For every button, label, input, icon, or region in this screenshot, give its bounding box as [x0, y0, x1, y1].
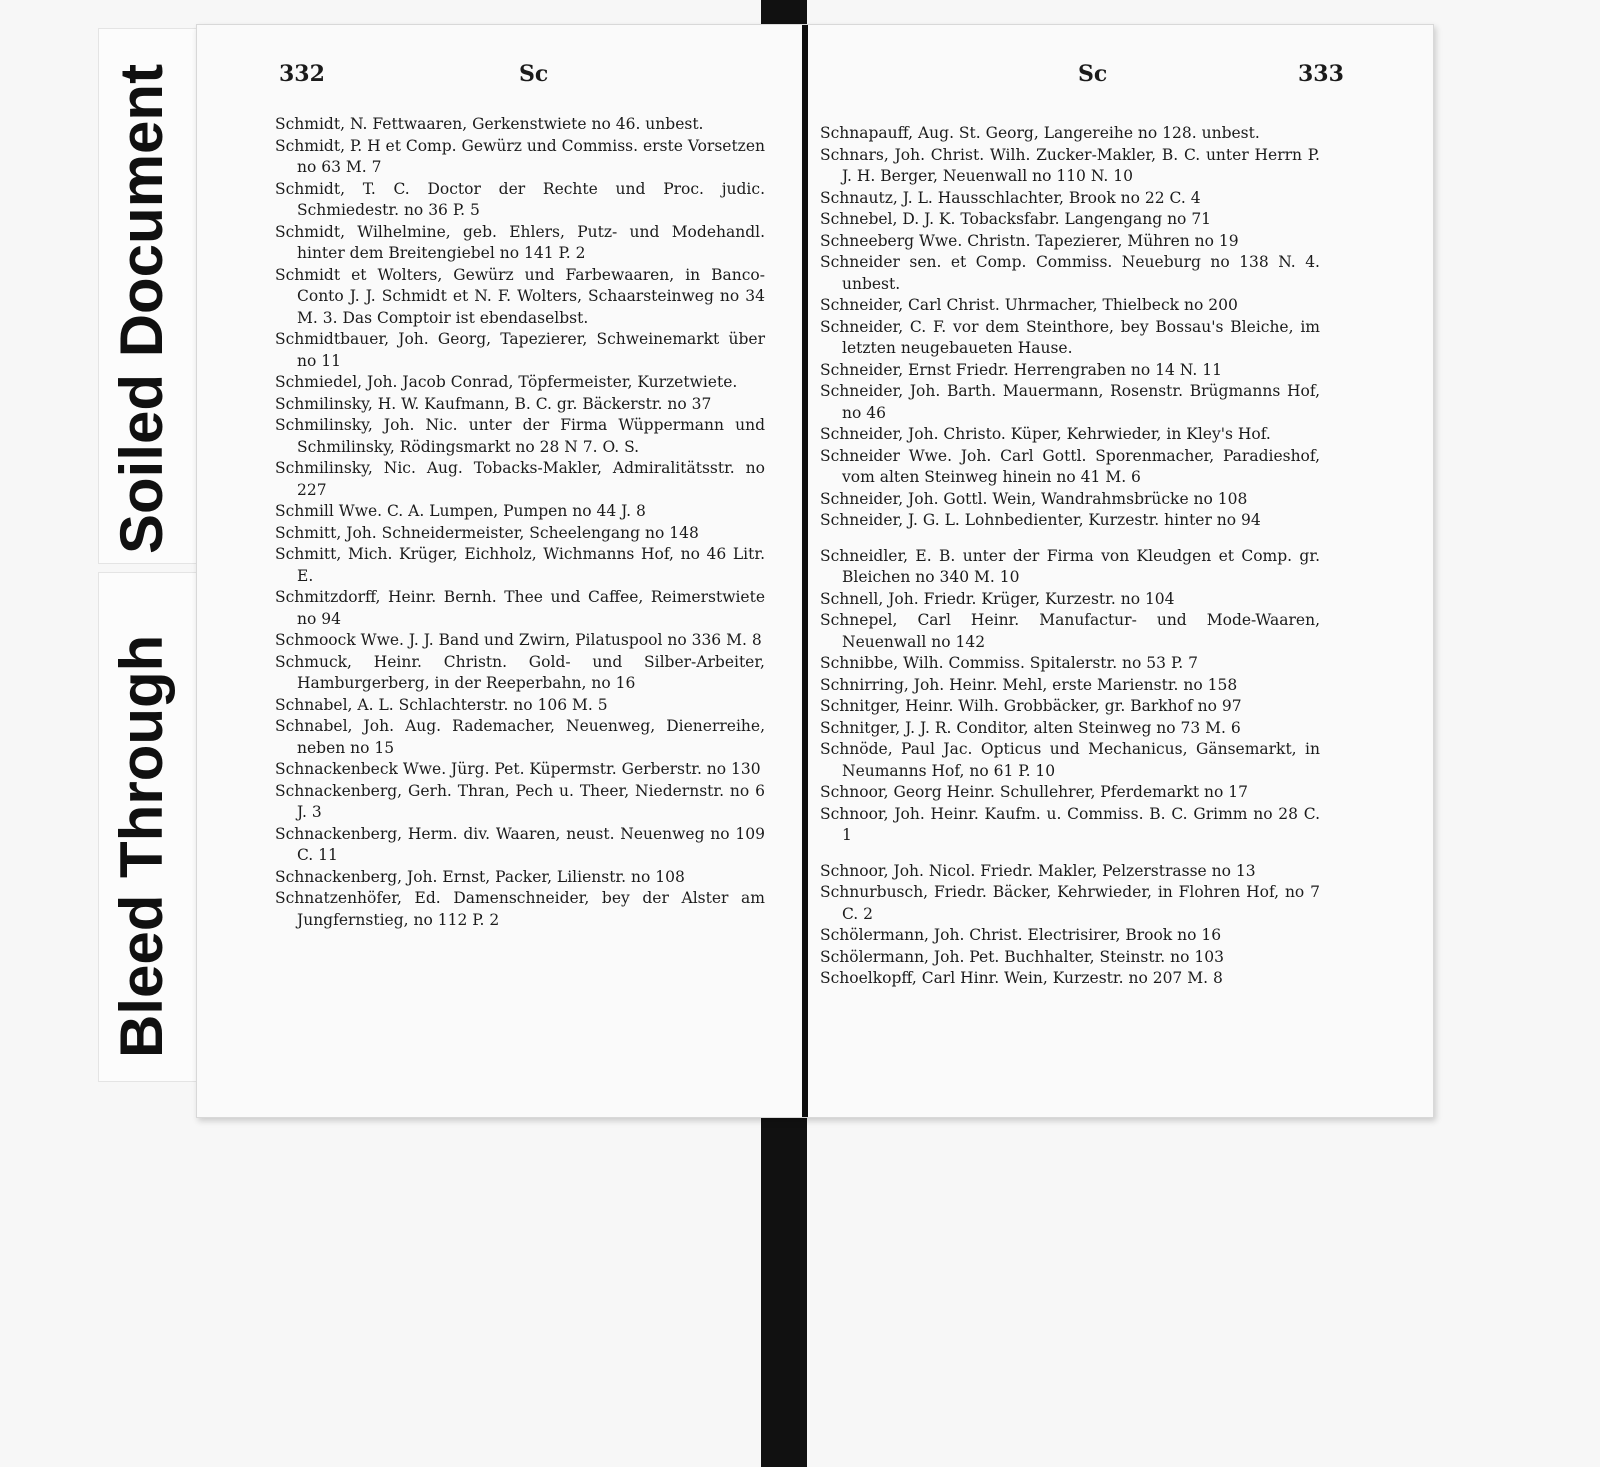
list-item: Schmuck, Heinr. Christn. Gold- und Silber-Arbeiter, Hamburgerberg, in der Reeperbahn, no 16 [275, 652, 765, 692]
list-item: Schneider, Ernst Friedr. Herrengraben no 14 N. 11 [820, 360, 1222, 379]
list-item: Schnackenberg, Herm. div. Waaren, neust. Neuenweg no 109 C. 11 [275, 824, 765, 864]
list-item: Schmitt, Mich. Krüger, Eichholz, Wichmanns Hof, no 46 Litr. E. [275, 545, 765, 585]
list-item: Schnitger, J. J. R. Conditor, alten Steinweg no 73 M. 6 [820, 718, 1241, 737]
list-item: Schmidt, N. Fettwaaren, Gerkenstwiete no 46. unbest. [275, 115, 704, 133]
list-item: Schnepel, Carl Heinr. Manufactur- und Mode-Waaren, Neuenwall no 142 [820, 611, 1320, 651]
open-book [196, 24, 1434, 1118]
list-item: Schneider, Carl Christ. Uhrmacher, Thielbeck no 200 [820, 296, 1238, 314]
list-item: Schnatzenhöfer, Ed. Damenschneider, bey der Alster am Jungfernstieg, no 112 P. 2 [275, 889, 765, 929]
list-item: Schneider, J. G. L. Lohnbedienter, Kurzestr. hinter no 94 [820, 511, 1261, 529]
list-item: Schmitzdorff, Heinr. Bernh. Thee und Caffee, Reimerstwiete no 94 [275, 588, 765, 628]
list-item: Schneider, Joh. Barth. Mauermann, Rosenstr. Brügmanns Hof, no 46 [820, 382, 1320, 422]
list-item: Schmilinsky, Nic. Aug. Tobacks-Makler, Admiralitätsstr. no 227 [275, 459, 765, 499]
list-item: Schölermann, Joh. Christ. Electrisirer, Brook no 16 [820, 926, 1222, 944]
right-page [808, 25, 1433, 1117]
bleed-through-stamp: Bleed Through [108, 634, 175, 1058]
list-item: Schmidt, P. H et Comp. Gewürz und Commiss. erste Vorsetzen no 63 M. 7 [275, 136, 766, 176]
directory-entries [820, 123, 1320, 990]
list-item: Schnoor, Joh. Heinr. Kaufm. u. Commiss. B. C. Grimm no 28 C. 1 [820, 804, 1320, 844]
soiled-document-stamp: Soiled Document [108, 63, 175, 554]
list-item: Schnibbe, Wilh. Commiss. Spitalerstr. no 53 P. 7 [820, 654, 1198, 672]
list-item: Schneider, C. F. vor dem Steinthore, bey Bossau's Bleiche, im letzten neugebaueten Hause. [820, 317, 1320, 357]
list-item: Schmoock Wwe. J. J. Band und Zwirn, Pilatuspool no 336 M. 8 [275, 631, 762, 649]
list-item: Schoelkopff, Carl Hinr. Wein, Kurzestr. no 207 M. 8 [820, 969, 1223, 987]
spine-clip-bottom [761, 1102, 807, 1467]
list-item: Schmill Wwe. C. A. Lumpen, Pumpen no 44 J. 8 [275, 502, 646, 520]
list-item: Schnabel, A. L. Schlachterstr. no 106 M. 5 [275, 695, 608, 714]
list-item: Schnirring, Joh. Heinr. Mehl, erste Marienstr. no 158 [820, 675, 1238, 694]
list-item: Schneider, Joh. Christo. Küper, Kehrwieder, in Kley's Hof. [820, 425, 1271, 443]
list-item: Schneeberg Wwe. Christn. Tapezierer, Mühren no 19 [820, 231, 1239, 250]
list-item: Schmidt et Wolters, Gewürz und Farbewaaren, in Banco-Conto J. J. Schmidt et N. F. Wolters, Schaarsteinweg no 34 M. 3. Das Comptoir ist ebendaselbst. [275, 265, 765, 327]
list-item: Schnoor, Joh. Nicol. Friedr. Makler, Pelzerstrasse no 13 [820, 861, 1256, 880]
list-item: Schmitt, Joh. Schneidermeister, Scheelengang no 148 [275, 523, 699, 542]
page-number: 332 [279, 61, 325, 87]
running-header: Sc [519, 61, 549, 87]
page-number: 333 [1298, 61, 1344, 87]
list-item: Schmiedel, Joh. Jacob Conrad, Töpfermeister, Kurzetwiete. [275, 373, 738, 391]
list-item: Schnebel, D. J. K. Tobacksfabr. Langengang no 71 [820, 210, 1212, 228]
list-item: Schnell, Joh. Friedr. Krüger, Kurzestr. no 104 [820, 589, 1175, 608]
list-item: Schnautz, J. L. Hausschlachter, Brook no 22 C. 4 [820, 188, 1201, 207]
list-item: Schnackenberg, Gerh. Thran, Pech u. Theer, Niedernstr. no 6 J. 3 [275, 781, 765, 821]
list-item: Schneidler, E. B. unter der Firma von Kleudgen et Comp. gr. Bleichen no 340 M. 10 [820, 546, 1320, 586]
list-item: Schnars, Joh. Christ. Wilh. Zucker-Makler, B. C. unter Herrn P. J. H. Berger, Neuenwall no 110 N. 10 [820, 145, 1320, 185]
list-item: Schnitger, Heinr. Wilh. Grobbäcker, gr. Barkhof no 97 [820, 697, 1242, 715]
list-item: Schneider sen. et Comp. Commiss. Neueburg no 138 N. 4. unbest. [820, 253, 1320, 293]
list-item: Schmilinsky, Joh. Nic. unter der Firma Wüppermann und Schmilinsky, Rödingsmarkt no 28 N 7. O. S. [275, 416, 765, 456]
list-item: Schnoor, Georg Heinr. Schullehrer, Pferdemarkt no 17 [820, 783, 1249, 801]
running-header: Sc [1078, 61, 1108, 87]
list-item: Schnackenberg, Joh. Ernst, Packer, Lilienstr. no 108 [275, 867, 685, 886]
directory-entries [275, 114, 765, 931]
list-item: Schnapauff, Aug. St. Georg, Langereihe no 128. unbest. [820, 124, 1260, 142]
list-item: Schneider, Joh. Gottl. Wein, Wandrahmsbrücke no 108 [820, 489, 1248, 508]
left-page [197, 25, 804, 1117]
list-item: Schnabel, Joh. Aug. Rademacher, Neuenweg, Dienerreihe, neben no 15 [275, 717, 765, 757]
list-item: Schnöde, Paul Jac. Opticus und Mechanicus, Gänsemarkt, in Neumanns Hof, no 61 P. 10 [820, 740, 1320, 780]
list-item: Schmilinsky, H. W. Kaufmann, B. C. gr. Bäckerstr. no 37 [275, 394, 712, 413]
list-item: Schmidt, Wilhelmine, geb. Ehlers, Putz- und Modehandl. hinter dem Breitengiebel no 141 P. 2 [275, 222, 765, 262]
list-item: Schölermann, Joh. Pet. Buchhalter, Steinstr. no 103 [820, 947, 1224, 966]
list-item: Schnackenbeck Wwe. Jürg. Pet. Küpermstr. Gerberstr. no 130 [275, 760, 761, 778]
list-item: Schneider Wwe. Joh. Carl Gottl. Sporenmacher, Paradieshof, vom alten Steinweg hinein no 41 M. 6 [820, 446, 1320, 486]
list-item: Schmidt, T. C. Doctor der Rechte und Proc. judic. Schmiedestr. no 36 P. 5 [275, 179, 765, 219]
list-item: Schmidtbauer, Joh. Georg, Tapezierer, Schweinemarkt über no 11 [275, 330, 765, 370]
list-item: Schnurbusch, Friedr. Bäcker, Kehrwieder, in Flohren Hof, no 7 C. 2 [820, 883, 1320, 923]
